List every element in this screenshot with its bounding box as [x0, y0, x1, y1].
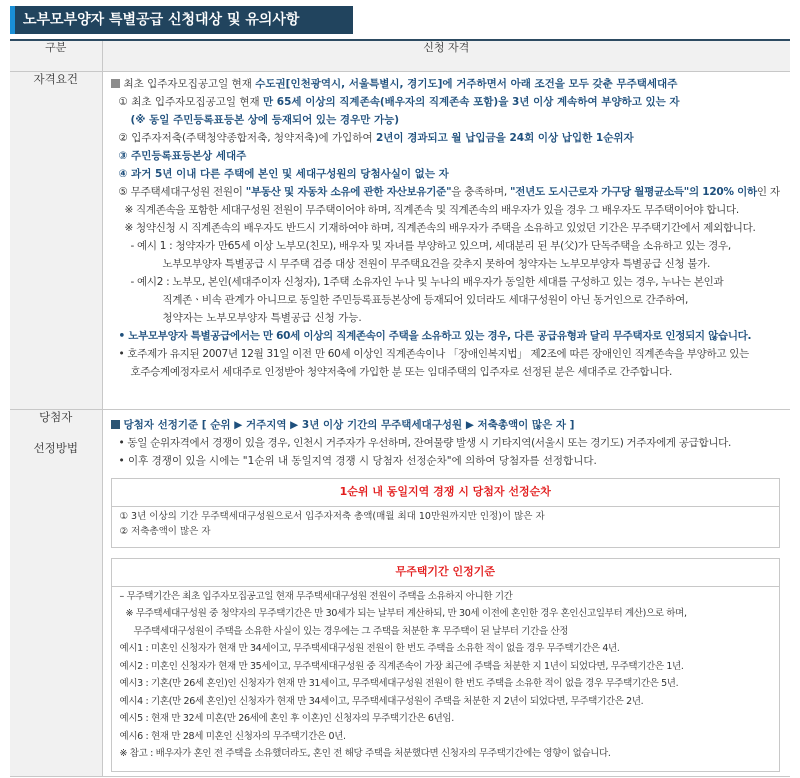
homeless-period-title: 무주택기간 인정기준 — [395, 564, 495, 578]
homeless-period-line: ※ 참고 : 배우자가 혼인 전 주택을 소유했더라도, 혼인 전 해당 주택을 처분했다면 신청자의 무주택기간에는 영향이 없습니다. — [119, 748, 611, 759]
priority-order-line-2: ② 저축총액이 많은 자 — [119, 526, 211, 537]
example-2-line-2: 직계존ㆍ비속 관계가 아니므로 동일한 주민등록표등본상에 등재되어 있더라도 세대구성원이 아닌 동거인으로 간주하여, — [162, 293, 689, 306]
priority-order-title: 1순위 내 동일지역 경쟁 시 당첨자 선정순차 — [339, 484, 551, 498]
homeless-period-line: 무주택세대구성원이 주택을 소유한 사실이 있는 경우에는 그 주택을 처분한 후 무주택이 된 날부터 기간을 산정 — [133, 625, 569, 637]
winner-label — [10, 409, 102, 776]
homeless-period-line: 예시3 : 기혼(만 26세 혼인)인 신청자가 현재 만 31세이고, 무주택세대구성원 전원이 한 번도 주택을 소유한 적이 없을 경우 무주택기간은 5년. — [119, 678, 679, 689]
eligibility-intro: 최초 입주자모집공고일 현재 수도권[인천광역시, 서울특별시, 경기도]에 거주하면서 아래 조건을 모두 갖춘 무주택세대주 — [111, 77, 791, 95]
priority-order-body — [112, 506, 780, 547]
homeless-period-line: 예시1 : 미혼인 신청자가 현재 만 34세이고, 무주택세대구성원 전원이 한 번도 주택을 소유한 적이 없을 경우 무주택기간은 4년. — [119, 643, 620, 654]
eligibility-item-2: ② 입주자저축(주택청약종합저축, 청약저축)에 가입하여 2년이 경과되고 월 납입금을 24회 이상 납입한 1순위자 — [118, 131, 634, 144]
homeless-period-line: 예시2 : 미혼인 신청자가 현재 만 35세이고, 무주택세대구성원 중 직계존속이 가장 최근에 주택을 처분한 지 1년이 되었다면, 무주택기간은 1년. — [119, 660, 684, 672]
homeless-period-box — [111, 558, 781, 772]
header-category: 구분 — [10, 41, 102, 71]
qualification-table — [10, 41, 790, 777]
eligibility-bullet-2-line-1: • 호주제가 유지된 2007년 12월 31일 이전 만 60세 이상인 직계존속이나 「장애인복지법」 제2조에 따른 장애인인 직계존속을 부양하고 있는 — [118, 347, 749, 360]
homeless-period-line: ※ 무주택세대구성원 중 청약자의 무주택기간은 만 30세가 되는 날부터 계산하되, 만 30세 이전에 혼인한 경우 혼인신고일부터 계산)으로 하며, — [125, 608, 687, 619]
winner-label-line-2: 선정방법 — [33, 441, 78, 456]
winner-label-line-1: 당첨자 — [39, 409, 73, 424]
square-bullet-icon — [111, 420, 120, 429]
eligibility-item-1-note: (※ 동일 주민등록표등본 상에 등재되어 있는 경우만 가능) — [130, 113, 400, 126]
eligibility-label: 자격요건 — [10, 71, 102, 409]
homeless-period-line: 예시6 : 현재 만 28세 미혼인 신청자의 무주택기간은 0년. — [119, 730, 346, 742]
priority-order-box — [111, 478, 781, 548]
eligibility-note-2: ※ 청약신청 시 직계존속의 배우자도 반드시 기재하여야 하며, 직계존속의 배우자가 주택을 소유하고 있었던 기간은 무주택기간에서 제외합니다. — [124, 221, 756, 234]
example-1-line-2: 노부모부양자 특별공급 시 무주택 검증 대상 전원이 무주택요건을 갖추지 못하여 청약자는 노부모부양자 특별공급 신청 불가. — [162, 257, 711, 270]
homeless-period-line: 예시5 : 현재 만 32세 미혼(만 26세에 혼인 후 이혼)인 신청자의 무주택기간은 6년임. — [119, 713, 454, 724]
winner-content — [102, 409, 790, 776]
eligibility-item-5: ⑤ 무주택세대구성원 전원이 "부동산 및 자동차 소유에 관한 자산보유기준"을 충족하며, "전년도 도시근로자 가구당 월평균소득"의 120% 이하인 자 — [118, 185, 780, 198]
eligibility-item-3: ③ 주민등록표등본상 세대주 — [118, 149, 247, 162]
eligibility-item-4: ④ 과거 5년 이내 다른 주택에 본인 및 세대구성원의 당첨사실이 없는 자 — [118, 167, 449, 180]
homeless-period-body — [112, 586, 780, 771]
winner-bullet-1: • 동일 순위자격에서 경쟁이 있을 경우, 인천시 거주자가 우선하며, 잔여물량 발생 시 기타지역(서울시 또는 경기도) 거주자에게 공급합니다. — [118, 436, 732, 449]
eligibility-content — [102, 71, 790, 409]
header-qualification: 신청 자격 — [102, 41, 790, 71]
winner-criteria: 당첨자 선정기준 [ 순위 ▶ 거주지역 ▶ 3년 이상 기간의 무주택세대구성원 ▶ 저축총액이 많은 자 ] — [111, 418, 791, 436]
homeless-period-line: 예시4 : 기혼(만 26세 혼인)인 신청자가 현재 만 34세이고, 무주택세대구성원이 주택을 처분한 지 2년이 되었다면, 무주택기간은 2년. — [119, 695, 644, 707]
page-title: 노부모부양자 특별공급 신청대상 및 유의사항 — [23, 11, 300, 28]
square-bullet-icon — [111, 79, 120, 88]
page-title-bar — [10, 6, 353, 34]
example-2-line-1: - 예시2 : 노부모, 본인(세대주이자 신청자), 1주택 소유자인 누나 및 누나의 배우자가 동일한 세대를 구성하고 있는 경우, 누나는 본인과 — [130, 275, 724, 288]
priority-order-line-1: ① 3년 이상의 기간 무주택세대구성원으로서 입주자저축 총액(매월 최대 10만원까지만 인정)이 많은 자 — [119, 510, 545, 522]
eligibility-note-1: ※ 직계존속을 포함한 세대구성원 전원이 무주택이어야 하며, 직계존속 및 직계존속의 배우자가 있을 경우 그 배우자도 무주택이어야 합니다. — [124, 203, 739, 216]
eligibility-item-1: ① 최초 입주자모집공고일 현재 만 65세 이상의 직계존속(배우자의 직계존속 포함)을 3년 이상 계속하여 부양하고 있는 자 — [118, 95, 680, 108]
winner-bullet-2: • 이후 경쟁이 있을 시에는 "1순위 내 동일지역 경쟁 시 당첨자 선정순차"에 의하여 당첨자를 선정합니다. — [118, 454, 597, 467]
title-accent-bar — [10, 6, 15, 34]
example-1-line-1: - 예시 1 : 청약자가 만65세 이상 노부모(친모), 배우자 및 자녀를 부양하고 있으며, 세대분리 된 부(父)가 단독주택을 소유하고 있는 경우, — [130, 239, 731, 252]
example-2-line-3: 청약자는 노부모부양자 특별공급 신청 가능. — [162, 311, 362, 324]
homeless-period-line: – 무주택기간은 최초 입주자모집공고일 현재 무주택세대구성원 전원이 주택을 소유하지 아니한 기간 — [119, 590, 513, 602]
eligibility-bullet-2-line-2: 호주승계예정자로서 세대주로 인정받아 청약저축에 가입한 분 또는 임대주택의 입주자로 선정된 분은 세대주로 간주합니다. — [130, 365, 672, 378]
eligibility-bullet-1: • 노부모부양자 특별공급에서는 만 60세 이상의 직계존속이 주택을 소유하고 있는 경우, 다른 공급유형과 달리 무주택자로 인정되지 않습니다. — [118, 329, 752, 342]
